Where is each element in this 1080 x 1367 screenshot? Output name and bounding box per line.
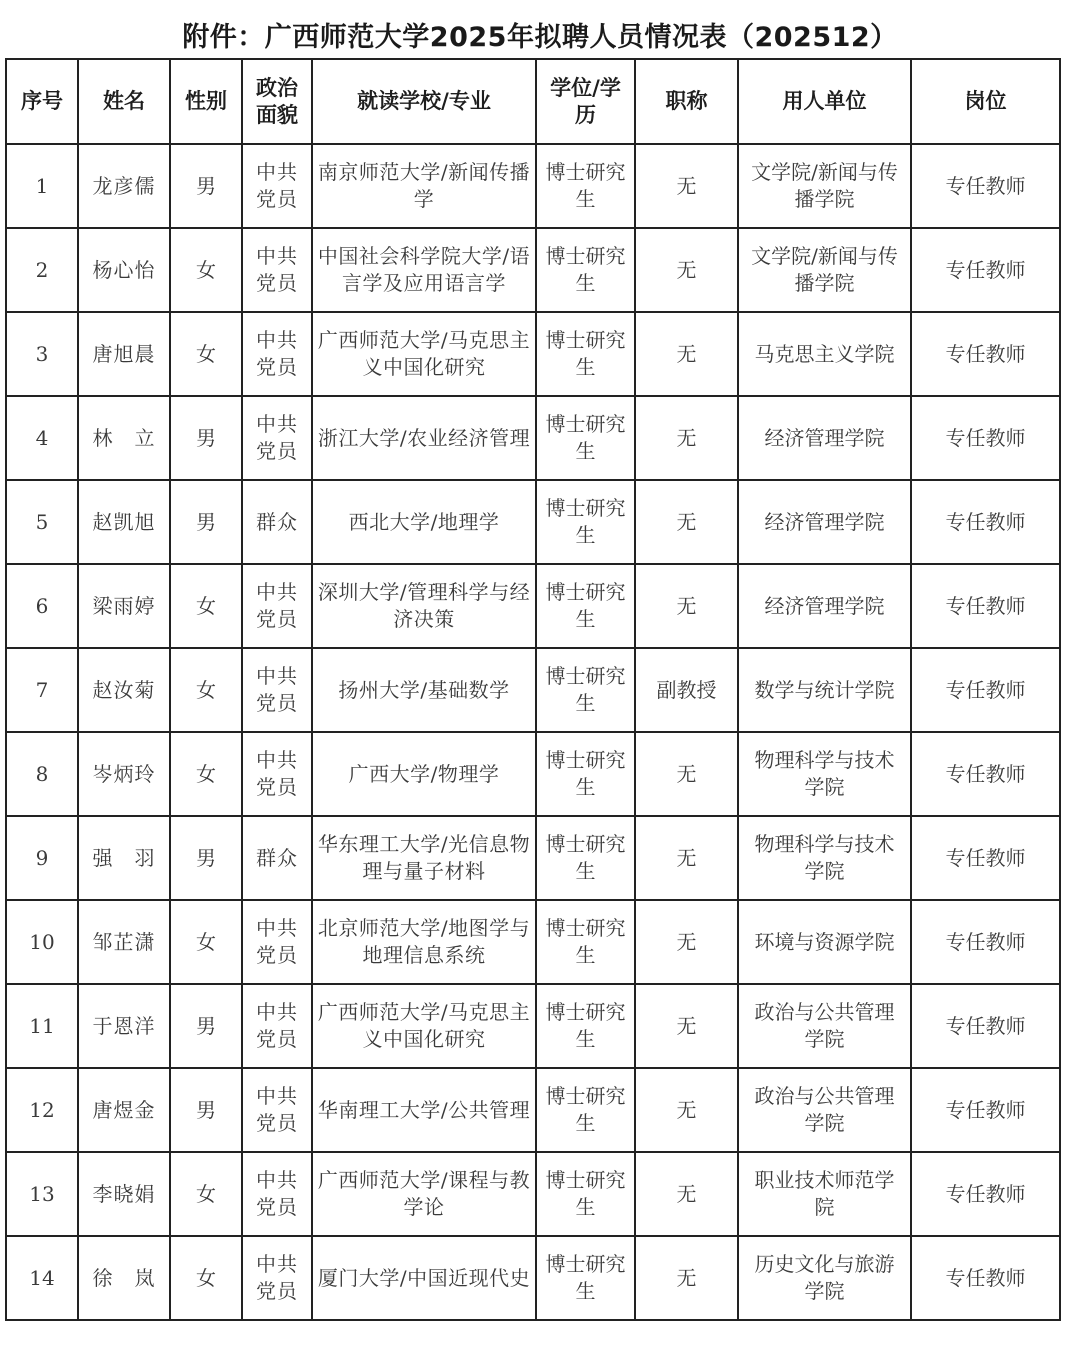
cell-political: 中共党员 — [242, 1068, 312, 1152]
table-row — [6, 900, 1060, 984]
cell-position: 专任教师 — [911, 312, 1060, 396]
cell-unit: 环境与资源学院 — [738, 900, 911, 984]
cell-school-major: 中国社会科学院大学/语言学及应用语言学 — [312, 228, 536, 312]
cell-gender: 女 — [170, 1152, 242, 1236]
cell-school-major: 西北大学/地理学 — [312, 480, 536, 564]
cell-position: 专任教师 — [911, 1068, 1060, 1152]
cell-degree: 博士研究生 — [536, 1068, 635, 1152]
cell-school-major: 厦门大学/中国近现代史 — [312, 1236, 536, 1320]
cell-name: 唐旭晨 — [78, 312, 170, 396]
table-row — [6, 312, 1060, 396]
cell-name: 李晓娟 — [78, 1152, 170, 1236]
cell-degree: 博士研究生 — [536, 816, 635, 900]
table-row — [6, 396, 1060, 480]
cell-seq: 1 — [6, 144, 78, 228]
cell-degree: 博士研究生 — [536, 564, 635, 648]
cell-degree: 博士研究生 — [536, 732, 635, 816]
cell-title: 无 — [635, 312, 738, 396]
cell-unit: 物理科学与技术学院 — [738, 816, 911, 900]
cell-degree: 博士研究生 — [536, 144, 635, 228]
cell-title: 无 — [635, 816, 738, 900]
cell-seq: 3 — [6, 312, 78, 396]
cell-position: 专任教师 — [911, 144, 1060, 228]
cell-degree: 博士研究生 — [536, 984, 635, 1068]
cell-name: 梁雨婷 — [78, 564, 170, 648]
cell-political: 中共党员 — [242, 648, 312, 732]
cell-gender: 男 — [170, 1068, 242, 1152]
cell-title: 无 — [635, 228, 738, 312]
cell-title: 无 — [635, 984, 738, 1068]
header-gender: 性别 — [170, 59, 242, 144]
cell-degree: 博士研究生 — [536, 396, 635, 480]
table-row — [6, 648, 1060, 732]
cell-unit: 政治与公共管理学院 — [738, 1068, 911, 1152]
cell-unit: 文学院/新闻与传播学院 — [738, 144, 911, 228]
cell-position: 专任教师 — [911, 648, 1060, 732]
cell-name: 林 立 — [78, 396, 170, 480]
cell-seq: 12 — [6, 1068, 78, 1152]
cell-unit: 文学院/新闻与传播学院 — [738, 228, 911, 312]
cell-name: 龙彦儒 — [78, 144, 170, 228]
cell-name: 邹芷潇 — [78, 900, 170, 984]
cell-unit: 经济管理学院 — [738, 564, 911, 648]
table-row — [6, 1236, 1060, 1320]
cell-name: 赵汝菊 — [78, 648, 170, 732]
cell-school-major: 扬州大学/基础数学 — [312, 648, 536, 732]
table-row — [6, 1152, 1060, 1236]
cell-school-major: 北京师范大学/地图学与地理信息系统 — [312, 900, 536, 984]
cell-position: 专任教师 — [911, 396, 1060, 480]
cell-gender: 男 — [170, 816, 242, 900]
cell-seq: 4 — [6, 396, 78, 480]
header-school-major: 就读学校/专业 — [312, 59, 536, 144]
cell-gender: 女 — [170, 900, 242, 984]
cell-gender: 女 — [170, 228, 242, 312]
cell-name: 徐 岚 — [78, 1236, 170, 1320]
table-row — [6, 732, 1060, 816]
cell-title: 无 — [635, 144, 738, 228]
cell-degree: 博士研究生 — [536, 1152, 635, 1236]
cell-political: 中共党员 — [242, 564, 312, 648]
cell-seq: 2 — [6, 228, 78, 312]
cell-school-major: 华南理工大学/公共管理 — [312, 1068, 536, 1152]
cell-seq: 6 — [6, 564, 78, 648]
cell-position: 专任教师 — [911, 1152, 1060, 1236]
cell-unit: 数学与统计学院 — [738, 648, 911, 732]
cell-position: 专任教师 — [911, 984, 1060, 1068]
cell-school-major: 广西师范大学/马克思主义中国化研究 — [312, 984, 536, 1068]
cell-seq: 7 — [6, 648, 78, 732]
cell-political: 中共党员 — [242, 312, 312, 396]
cell-degree: 博士研究生 — [536, 228, 635, 312]
cell-school-major: 广西师范大学/课程与教学论 — [312, 1152, 536, 1236]
cell-name: 于恩洋 — [78, 984, 170, 1068]
cell-political: 中共党员 — [242, 732, 312, 816]
cell-unit: 职业技术师范学院 — [738, 1152, 911, 1236]
cell-position: 专任教师 — [911, 732, 1060, 816]
cell-gender: 女 — [170, 648, 242, 732]
cell-school-major: 广西师范大学/马克思主义中国化研究 — [312, 312, 536, 396]
cell-seq: 5 — [6, 480, 78, 564]
table-row — [6, 144, 1060, 228]
cell-seq: 11 — [6, 984, 78, 1068]
cell-title: 副教授 — [635, 648, 738, 732]
header-degree: 学位/学历 — [536, 59, 635, 144]
cell-gender: 女 — [170, 1236, 242, 1320]
cell-unit: 政治与公共管理学院 — [738, 984, 911, 1068]
cell-position: 专任教师 — [911, 900, 1060, 984]
cell-unit: 经济管理学院 — [738, 396, 911, 480]
header-position: 岗位 — [911, 59, 1060, 144]
cell-unit: 经济管理学院 — [738, 480, 911, 564]
cell-title: 无 — [635, 1152, 738, 1236]
cell-unit: 物理科学与技术学院 — [738, 732, 911, 816]
cell-position: 专任教师 — [911, 564, 1060, 648]
header-title: 职称 — [635, 59, 738, 144]
cell-name: 唐煜金 — [78, 1068, 170, 1152]
cell-political: 群众 — [242, 480, 312, 564]
table-row — [6, 1068, 1060, 1152]
cell-name: 赵凯旭 — [78, 480, 170, 564]
cell-school-major: 华东理工大学/光信息物理与量子材料 — [312, 816, 536, 900]
cell-school-major: 广西大学/物理学 — [312, 732, 536, 816]
cell-political: 群众 — [242, 816, 312, 900]
cell-school-major: 深圳大学/管理科学与经济决策 — [312, 564, 536, 648]
cell-school-major: 浙江大学/农业经济管理 — [312, 396, 536, 480]
cell-seq: 14 — [6, 1236, 78, 1320]
cell-seq: 13 — [6, 1152, 78, 1236]
cell-political: 中共党员 — [242, 1236, 312, 1320]
cell-political: 中共党员 — [242, 984, 312, 1068]
cell-political: 中共党员 — [242, 144, 312, 228]
cell-seq: 10 — [6, 900, 78, 984]
cell-gender: 男 — [170, 984, 242, 1068]
cell-gender: 女 — [170, 564, 242, 648]
table-row — [6, 480, 1060, 564]
cell-degree: 博士研究生 — [536, 312, 635, 396]
table-header-row — [6, 59, 1060, 144]
cell-title: 无 — [635, 396, 738, 480]
document-title: 附件：广西师范大学2025年拟聘人员情况表（202512） — [182, 22, 898, 53]
cell-seq: 8 — [6, 732, 78, 816]
cell-title: 无 — [635, 1236, 738, 1320]
cell-political: 中共党员 — [242, 396, 312, 480]
cell-title: 无 — [635, 1068, 738, 1152]
cell-title: 无 — [635, 564, 738, 648]
header-political: 政治面貌 — [242, 59, 312, 144]
cell-political: 中共党员 — [242, 228, 312, 312]
cell-position: 专任教师 — [911, 1236, 1060, 1320]
cell-title: 无 — [635, 480, 738, 564]
hiring-roster-table — [5, 58, 1061, 1321]
table-row — [6, 816, 1060, 900]
table-row — [6, 984, 1060, 1068]
cell-gender: 男 — [170, 480, 242, 564]
cell-position: 专任教师 — [911, 816, 1060, 900]
table-body — [6, 144, 1060, 1320]
cell-position: 专任教师 — [911, 228, 1060, 312]
cell-gender: 女 — [170, 312, 242, 396]
cell-political: 中共党员 — [242, 1152, 312, 1236]
cell-unit: 历史文化与旅游学院 — [738, 1236, 911, 1320]
cell-degree: 博士研究生 — [536, 900, 635, 984]
cell-school-major: 南京师范大学/新闻传播学 — [312, 144, 536, 228]
header-seq: 序号 — [6, 59, 78, 144]
header-name: 姓名 — [78, 59, 170, 144]
header-unit: 用人单位 — [738, 59, 911, 144]
cell-political: 中共党员 — [242, 900, 312, 984]
cell-degree: 博士研究生 — [536, 480, 635, 564]
cell-seq: 9 — [6, 816, 78, 900]
cell-gender: 女 — [170, 732, 242, 816]
cell-title: 无 — [635, 732, 738, 816]
cell-gender: 男 — [170, 396, 242, 480]
cell-title: 无 — [635, 900, 738, 984]
cell-degree: 博士研究生 — [536, 1236, 635, 1320]
table-row — [6, 564, 1060, 648]
cell-name: 强 羽 — [78, 816, 170, 900]
cell-position: 专任教师 — [911, 480, 1060, 564]
cell-unit: 马克思主义学院 — [738, 312, 911, 396]
cell-name: 杨心怡 — [78, 228, 170, 312]
cell-degree: 博士研究生 — [536, 648, 635, 732]
cell-gender: 男 — [170, 144, 242, 228]
cell-name: 岑炳玲 — [78, 732, 170, 816]
table-row — [6, 228, 1060, 312]
